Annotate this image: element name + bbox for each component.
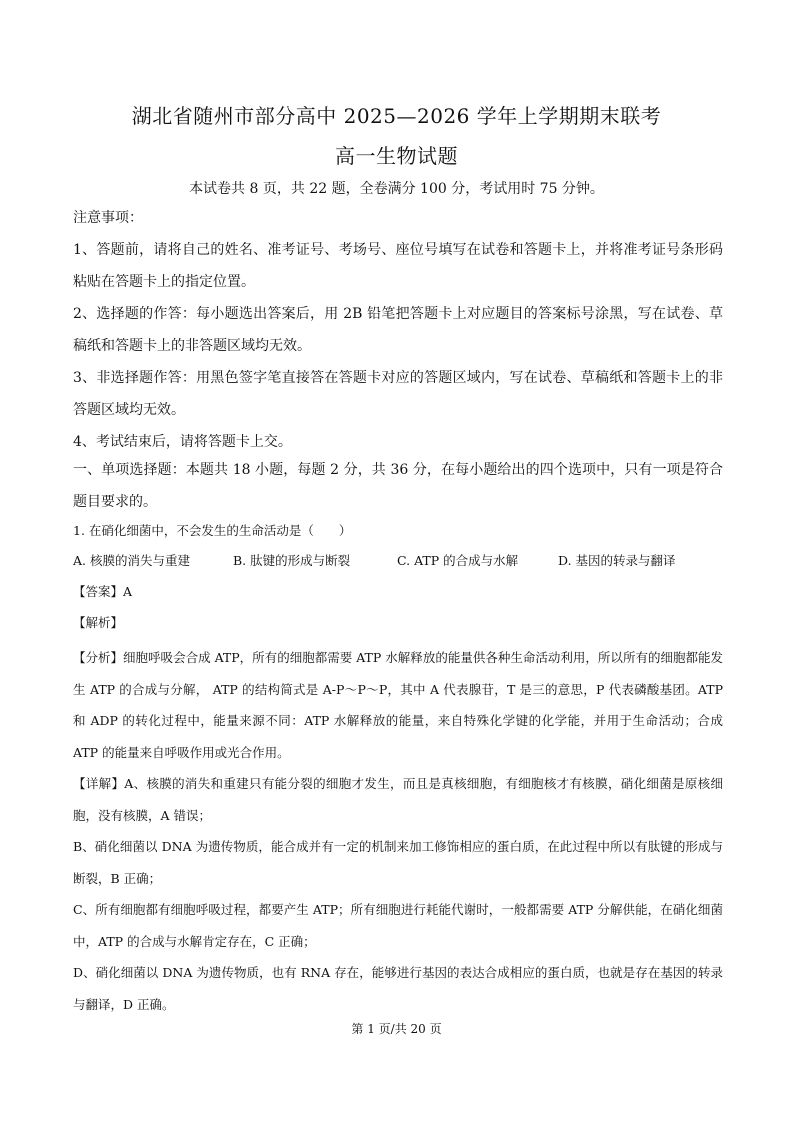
notes-heading: 注意事项： (73, 210, 143, 226)
exam-title: 湖北省随州市部分高中 2025—2026 学年上学期期末联考 (131, 104, 662, 128)
exam-subject-title: 高一生物试题 (335, 144, 458, 168)
note-item-4: 4、考试结束后，请将答题卡上交。 (73, 434, 292, 450)
note-item-3: 3、非选择题作答：用黑色签字笔直接答在答题卡对应的答题区域内，写在试卷、草稿纸和答题卡上的非答题区域均无效。 (73, 370, 723, 418)
exam-meta: 本试卷共 8 页，共 22 题，全卷满分 100 分，考试用时 75 分钟。 (189, 181, 604, 197)
page-footer: 第 1 页/共 20 页 (351, 1022, 442, 1036)
detail-d: D、硝化细菌以 DNA 为遗传物质，也有 RNA 存在，能够进行基因的表达合成相应的蛋白质，也就是存在基因的转录与翻译，D 正确。 (73, 965, 723, 1012)
detail-a: 【详解】A、核膜的消失和重建只有能分裂的细胞才发生，而且是真核细胞，有细胞核才有核膜，硝化细菌是原核细胞，没有核膜，A 错误； (73, 776, 723, 823)
answer-label: 【答案】A (73, 584, 133, 599)
detail-b: B、硝化细菌以 DNA 为遗传物质，能合成并有一定的机制来加工修饰相应的蛋白质，在此过程中所以有肽键的形成与断裂，B 正确； (73, 839, 723, 886)
analysis-paragraph: 【分析】细胞呼吸会合成 ATP，所有的细胞都需要 ATP 水解释放的能量供各种生命活动利用，所以所有的细胞都能发生 ATP 的合成与分解， ATP 的结构简式是 A-P～P～P，其中 A 代表腺苷，T 是三的意思，P 代表磷酸基团。ATP 和 ADP 的转化过程中，能量来源不同：ATP 水解释放的能量，来自特殊化学键的化学能，并用于生命活动；合成 ATP 的能量来自呼吸作用或光合作用。 (73, 650, 723, 760)
question-stem: 1. 在硝化细菌中，不会发生的生命活动是（ ） (73, 523, 352, 538)
question-options (73, 547, 723, 575)
option-b: B. 肽键的形成与断裂 (233, 553, 351, 568)
detail-c: C、所有细胞都有细胞呼吸过程，都要产生 ATP；所有细胞进行耗能代谢时，一般都需要 ATP 分解供能，在硝化细菌中，ATP 的合成与水解肯定存在，C 正确； (73, 902, 723, 949)
option-a: A. 核膜的消失与重建 (73, 553, 190, 568)
option-c: C. ATP 的合成与水解 (397, 553, 519, 568)
option-d: D. 基因的转录与翻译 (558, 553, 676, 568)
note-item-2: 2、选择题的作答：每小题选出答案后，用 2B 铅笔把答题卡上对应题目的答案标号涂黑，写在试卷、草稿纸和答题卡上的非答题区域均无效。 (73, 306, 723, 354)
note-item-1: 1、答题前，请将自己的姓名、准考证号、考场号、座位号填写在试卷和答题卡上，并将准考证号条形码粘贴在答题卡上的指定位置。 (73, 242, 723, 290)
section-heading: 一、单项选择题：本题共 18 小题，每题 2 分，共 36 分，在每小题给出的四个选项中，只有一项是符合题目要求的。 (73, 462, 723, 510)
analysis-label: 【解析】 (73, 615, 124, 630)
